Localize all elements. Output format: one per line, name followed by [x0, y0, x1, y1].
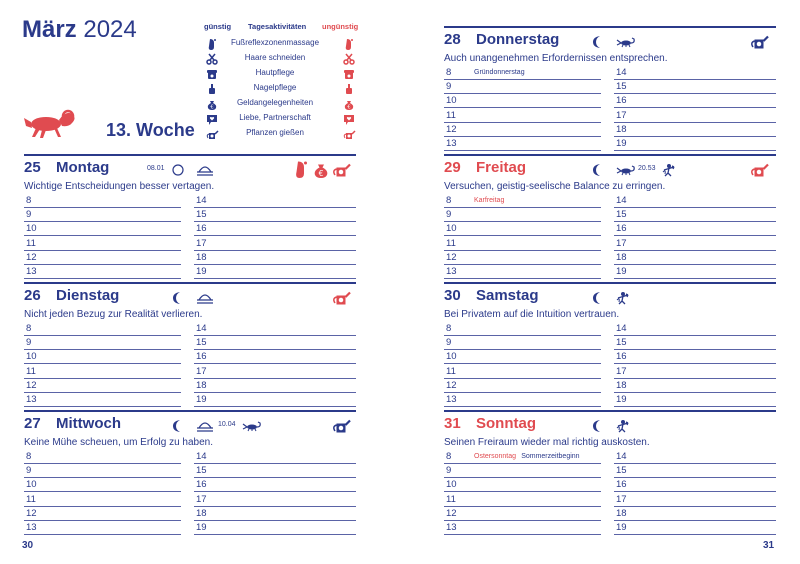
day-motto: Versuchen, geistig-seelische Balance zu erringen.	[444, 181, 666, 192]
writing-line[interactable]	[194, 221, 356, 222]
day-top-rule	[24, 154, 356, 156]
writing-line[interactable]	[444, 93, 601, 94]
day-top-rule	[444, 410, 776, 412]
hour-label: 9	[26, 337, 32, 349]
hour-label: 8	[446, 67, 452, 78]
hour-label: 14	[616, 451, 627, 462]
scorpio-sign-icon	[616, 35, 636, 53]
writing-line[interactable]	[444, 491, 601, 492]
writing-line[interactable]	[444, 463, 601, 464]
day-name: Samstag	[476, 287, 539, 304]
hour-label: 13	[446, 394, 457, 405]
hour-label: 12	[446, 507, 457, 519]
hour-label: 14	[616, 67, 627, 78]
writing-line[interactable]	[24, 335, 181, 336]
hour-label: 14	[616, 195, 627, 206]
day-note: Karfreitag	[474, 197, 505, 204]
writing-line[interactable]	[24, 392, 181, 393]
moon-crescent-icon	[592, 35, 604, 54]
hour-label: 19	[196, 394, 207, 405]
writing-line[interactable]	[444, 250, 601, 251]
watering-can-icon	[750, 160, 768, 183]
writing-line[interactable]	[614, 207, 776, 208]
svg-text:€: €	[347, 104, 351, 111]
year: 2024	[83, 16, 137, 43]
writing-line[interactable]	[194, 406, 356, 407]
hour-label: 16	[196, 351, 207, 363]
hour-label: 11	[446, 493, 456, 505]
writing-line[interactable]	[444, 349, 601, 350]
full-moon-icon	[172, 163, 184, 181]
writing-line[interactable]	[614, 463, 776, 464]
activity-label: Haare schneiden	[244, 53, 306, 62]
writing-line[interactable]	[444, 278, 601, 279]
writing-line[interactable]	[614, 520, 776, 521]
writing-line[interactable]	[194, 264, 356, 265]
hour-label: 19	[616, 394, 627, 405]
sign-change-time: 10.04	[218, 421, 236, 428]
sign-change-time: 20.53	[638, 165, 656, 172]
writing-line[interactable]	[614, 378, 776, 379]
hour-label: 14	[196, 195, 207, 206]
writing-line[interactable]	[24, 491, 181, 492]
writing-line[interactable]	[24, 520, 181, 521]
bad-label: ungünstig	[322, 22, 359, 31]
writing-line[interactable]	[614, 406, 776, 407]
activities-title: Tagesaktivitäten	[248, 22, 307, 31]
writing-line[interactable]	[194, 207, 356, 208]
writing-line[interactable]	[24, 463, 181, 464]
day-number: 29	[444, 159, 461, 176]
month-name: März	[22, 16, 77, 43]
writing-line[interactable]	[194, 477, 356, 478]
hour-label: 18	[616, 379, 627, 391]
page-number-left: 30	[22, 540, 34, 551]
hour-label: 15	[196, 209, 207, 221]
libra-sign-icon	[196, 163, 214, 181]
hour-label: 8	[446, 323, 452, 334]
hour-label: 9	[26, 209, 32, 221]
writing-line[interactable]	[614, 335, 776, 336]
hour-label: 16	[616, 223, 627, 235]
hour-label: 10	[26, 479, 37, 491]
writing-line[interactable]	[614, 221, 776, 222]
day-name: Montag	[56, 159, 110, 176]
day-name: Dienstag	[56, 287, 120, 304]
writing-line[interactable]	[614, 122, 776, 123]
hour-label: 17	[616, 237, 627, 249]
writing-line[interactable]	[194, 378, 356, 379]
hour-label: 12	[26, 507, 37, 519]
writing-line[interactable]	[444, 378, 601, 379]
hour-label: 9	[446, 337, 452, 349]
writing-line[interactable]	[614, 392, 776, 393]
writing-line[interactable]	[24, 378, 181, 379]
watering-can-icon	[750, 32, 768, 55]
hour-label: 8	[446, 451, 452, 462]
day-top-rule	[444, 26, 776, 28]
writing-line[interactable]	[24, 221, 181, 222]
day-name: Sonntag	[476, 415, 536, 432]
nail-polish-icon	[206, 82, 218, 94]
writing-line[interactable]	[614, 79, 776, 80]
hour-label: 11	[26, 237, 36, 249]
writing-line[interactable]	[444, 264, 601, 265]
foot-icon	[206, 37, 218, 49]
hour-label: 17	[616, 109, 627, 121]
writing-line[interactable]	[24, 264, 181, 265]
day-motto: Seinen Freiraum wieder mal richtig auskosten.	[444, 437, 650, 448]
writing-line[interactable]	[444, 221, 601, 222]
hour-label: 8	[26, 451, 32, 462]
hour-label: 16	[196, 479, 207, 491]
hour-label: 10	[26, 223, 37, 235]
hour-label: 11	[446, 109, 456, 121]
day-number: 30	[444, 287, 461, 304]
writing-line[interactable]	[444, 136, 601, 137]
foot-icon	[343, 37, 355, 49]
day-name: Donnerstag	[476, 31, 560, 48]
hour-label: 19	[196, 522, 207, 533]
day-name: Mittwoch	[56, 415, 121, 432]
hour-label: 13	[26, 522, 37, 533]
hour-label: 11	[446, 365, 456, 377]
day-motto: Auch unangenehmen Erfordernissen entsprechen.	[444, 53, 668, 64]
svg-text:€: €	[210, 104, 214, 111]
hour-label: 19	[616, 266, 627, 277]
writing-line[interactable]	[194, 392, 356, 393]
hour-label: 17	[196, 365, 207, 377]
day-name: Freitag	[476, 159, 527, 176]
day-top-rule	[444, 282, 776, 284]
hour-label: 14	[196, 451, 207, 462]
day-motto: Wichtige Entscheidungen besser vertagen.	[24, 181, 215, 192]
writing-line[interactable]	[444, 79, 601, 80]
hour-label: 16	[616, 479, 627, 491]
day-top-rule	[24, 410, 356, 412]
writing-line[interactable]	[194, 534, 356, 535]
writing-line[interactable]	[24, 278, 181, 279]
moon-crescent-icon	[592, 291, 604, 310]
writing-line[interactable]	[444, 477, 601, 478]
hour-label: 15	[616, 209, 627, 221]
activity-label: Liebe, Partnerschaft	[239, 113, 311, 122]
watering-can-icon	[206, 127, 218, 139]
scissors-icon	[206, 52, 218, 64]
day-top-rule	[24, 282, 356, 284]
writing-line[interactable]	[194, 363, 356, 364]
hour-label: 13	[446, 522, 457, 533]
hour-label: 10	[446, 351, 457, 363]
hour-label: 13	[446, 266, 457, 277]
writing-line[interactable]	[614, 250, 776, 251]
good-label: günstig	[204, 22, 232, 31]
hour-label: 10	[446, 95, 457, 107]
writing-line[interactable]	[194, 349, 356, 350]
hour-label: 8	[26, 323, 32, 334]
hour-label: 9	[446, 209, 452, 221]
hour-label: 13	[26, 266, 37, 277]
hour-label: 15	[196, 337, 207, 349]
writing-line[interactable]	[444, 335, 601, 336]
writing-line[interactable]	[24, 506, 181, 507]
hour-label: 15	[616, 337, 627, 349]
writing-line[interactable]	[614, 264, 776, 265]
writing-line[interactable]	[24, 235, 181, 236]
writing-line[interactable]	[614, 477, 776, 478]
writing-line[interactable]	[614, 534, 776, 535]
day-number: 25	[24, 159, 41, 176]
writing-line[interactable]	[194, 235, 356, 236]
day-number: 26	[24, 287, 41, 304]
writing-line[interactable]	[614, 491, 776, 492]
day-number: 28	[444, 31, 461, 48]
hour-label: 11	[26, 493, 36, 505]
hour-label: 9	[26, 465, 32, 477]
hour-label: 15	[196, 465, 207, 477]
hour-label: 12	[26, 379, 37, 391]
hour-label: 11	[446, 237, 456, 249]
sagittarius-sign-icon	[662, 163, 678, 182]
activity-label: Fußreflexzonenmassage	[230, 38, 320, 47]
hour-label: 18	[616, 251, 627, 263]
writing-line[interactable]	[444, 406, 601, 407]
money-bag-icon	[343, 97, 355, 109]
scorpio-sign-icon	[616, 163, 636, 181]
day-top-rule	[444, 154, 776, 156]
day-motto: Bei Privatem auf die Intuition vertrauen.	[444, 309, 620, 320]
watering-can-icon	[343, 127, 355, 139]
watering-can-icon	[332, 416, 350, 439]
moon-phase-time: 08.01	[147, 165, 165, 172]
writing-line[interactable]	[444, 235, 601, 236]
writing-line[interactable]	[194, 335, 356, 336]
hour-label: 9	[446, 81, 452, 93]
month-title	[22, 16, 137, 44]
cream-jar-icon	[343, 67, 355, 79]
hour-label: 15	[616, 81, 627, 93]
hour-label: 19	[616, 522, 627, 533]
hour-label: 16	[196, 223, 207, 235]
heart-bubble-icon	[343, 112, 355, 124]
libra-sign-icon	[196, 291, 214, 309]
hour-label: 18	[616, 507, 627, 519]
watering-can-icon	[332, 288, 350, 311]
activity-label: Hautpflege	[255, 68, 295, 77]
hour-label: 12	[446, 251, 457, 263]
hour-label: 12	[446, 123, 457, 135]
writing-line[interactable]	[194, 250, 356, 251]
writing-line[interactable]	[614, 150, 776, 151]
moon-crescent-icon	[592, 163, 604, 182]
writing-line[interactable]	[24, 477, 181, 478]
writing-line[interactable]	[444, 107, 601, 108]
writing-line[interactable]	[24, 250, 181, 251]
writing-line[interactable]	[444, 150, 601, 151]
svg-text:€: €	[318, 168, 324, 178]
writing-line[interactable]	[614, 93, 776, 94]
writing-line[interactable]	[194, 463, 356, 464]
writing-line[interactable]	[614, 349, 776, 350]
writing-line[interactable]	[614, 278, 776, 279]
money-bag-icon	[312, 160, 330, 183]
hour-label: 16	[616, 95, 627, 107]
activity-label: Pflanzen gießen	[246, 128, 304, 137]
writing-line[interactable]	[194, 520, 356, 521]
hour-label: 8	[26, 195, 32, 206]
nail-polish-icon	[343, 82, 355, 94]
writing-line[interactable]	[24, 349, 181, 350]
writing-line[interactable]	[444, 534, 601, 535]
hour-label: 14	[616, 323, 627, 334]
hour-label: 19	[196, 266, 207, 277]
hour-label: 17	[196, 237, 207, 249]
foot-icon	[292, 160, 310, 183]
writing-line[interactable]	[194, 491, 356, 492]
cream-jar-icon	[206, 67, 218, 79]
activity-label: Geldangelegenheiten	[236, 98, 314, 107]
hour-label: 18	[196, 507, 207, 519]
scissors-icon	[343, 52, 355, 64]
hour-label: 17	[616, 365, 627, 377]
hour-label: 18	[616, 123, 627, 135]
writing-line[interactable]	[444, 207, 601, 208]
hour-label: 14	[196, 323, 207, 334]
activity-label: Nagelpflege	[253, 83, 297, 92]
writing-line[interactable]	[444, 506, 601, 507]
writing-line[interactable]	[24, 207, 181, 208]
hour-label: 11	[26, 365, 36, 377]
hour-label: 12	[446, 379, 457, 391]
moon-crescent-icon	[172, 291, 184, 310]
writing-line[interactable]	[444, 122, 601, 123]
moon-crescent-icon	[172, 419, 184, 438]
sagittarius-sign-icon	[616, 291, 632, 310]
heart-bubble-icon	[206, 112, 218, 124]
writing-line[interactable]	[614, 235, 776, 236]
writing-line[interactable]	[614, 107, 776, 108]
writing-line[interactable]	[444, 392, 601, 393]
hour-label: 8	[446, 195, 452, 206]
money-bag-icon	[206, 97, 218, 109]
hour-label: 18	[196, 379, 207, 391]
hour-label: 15	[616, 465, 627, 477]
hour-label: 18	[196, 251, 207, 263]
writing-line[interactable]	[614, 363, 776, 364]
scorpio-sign-icon	[242, 419, 262, 437]
hour-label: 12	[26, 251, 37, 263]
hour-label: 17	[196, 493, 207, 505]
hour-label: 10	[446, 223, 457, 235]
hour-label: 10	[446, 479, 457, 491]
page-number-right: 31	[763, 540, 775, 551]
writing-line[interactable]	[24, 363, 181, 364]
day-note: Gründonnerstag	[474, 69, 525, 76]
writing-line[interactable]	[444, 363, 601, 364]
day-note: Ostersonntag	[474, 453, 517, 460]
watering-can-icon	[332, 160, 350, 183]
hour-label: 10	[26, 351, 37, 363]
hour-label: 17	[616, 493, 627, 505]
writing-line[interactable]	[24, 534, 181, 535]
writing-line[interactable]	[614, 136, 776, 137]
hour-label: 13	[26, 394, 37, 405]
day-note: Sommerzeitbeginn	[521, 453, 580, 460]
hour-label: 13	[446, 138, 457, 149]
day-number: 31	[444, 415, 461, 432]
hour-label: 9	[446, 465, 452, 477]
sagittarius-sign-icon	[616, 419, 632, 438]
writing-line[interactable]	[614, 506, 776, 507]
writing-line[interactable]	[194, 278, 356, 279]
day-number: 27	[24, 415, 41, 432]
aries-ram-icon	[22, 106, 78, 140]
hour-label: 16	[616, 351, 627, 363]
writing-line[interactable]	[194, 506, 356, 507]
writing-line[interactable]	[24, 406, 181, 407]
hour-label: 19	[616, 138, 627, 149]
day-motto: Keine Mühe scheuen, um Erfolg zu haben.	[24, 437, 214, 448]
day-motto: Nicht jeden Bezug zur Realität verlieren.	[24, 309, 203, 320]
moon-crescent-icon	[592, 419, 604, 438]
libra-sign-icon	[196, 419, 214, 437]
week-label: 13. Woche	[106, 120, 195, 140]
writing-line[interactable]	[444, 520, 601, 521]
